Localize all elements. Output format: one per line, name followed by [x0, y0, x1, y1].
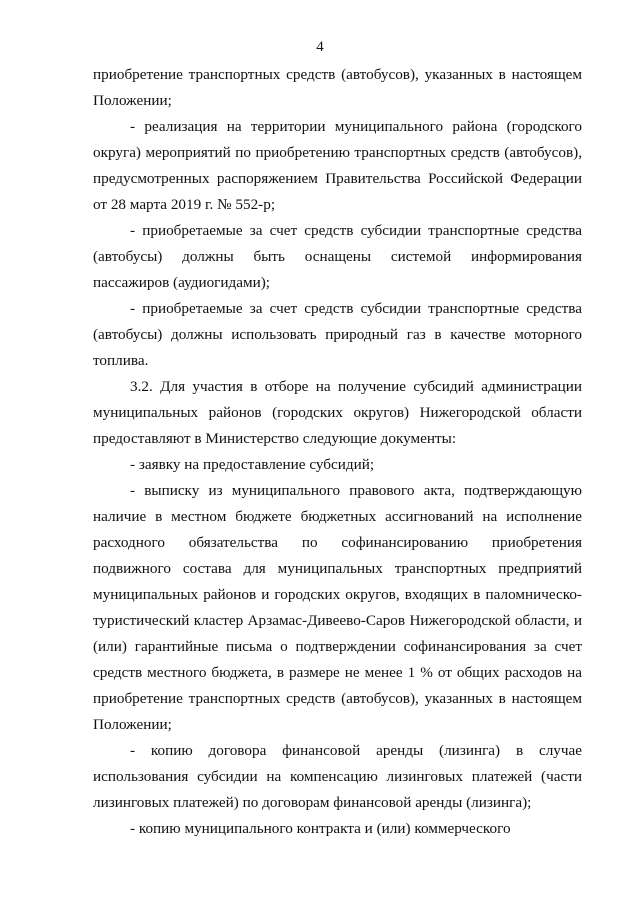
page-number: 4 [316, 39, 324, 55]
paragraph-item-leasing-contract: - копию договора финансовой аренды (лизинга) в случае использования субсидии на компенсацию лизинговых платежей (части лизинговых платежей) по договорам финансовой аренды (лизинга); [93, 742, 582, 811]
paragraph-continuation: приобретение транспортных средств (автобусов), указанных в настоящем Положении; [93, 66, 582, 109]
paragraph-section-3-2: 3.2. Для участия в отборе на получение субсидий администрации муниципальных районов (городских округов) Нижегородской области предоставляют в Министерство следующие документы: [93, 378, 582, 447]
document-body [93, 62, 582, 842]
paragraph-item-implementation: - реализация на территории муниципального района (городского округа) мероприятий по приобретению транспортных средств (автобусов), предусмотренных распоряжением Правительства Российской Федерации от 28 марта 2019 г. № 552-р; [93, 118, 582, 213]
paragraph-item-budget-extract: - выписку из муниципального правового акта, подтверждающую наличие в местном бюджете бюджетных ассигнований на исполнение расходного обязательства по софинансированию приобретения подвижного состава для муниципальных транспортных предприятий муниципальных районов и городских округов, входящих в паломническо-туристический кластер Арзамас-Дивеево-Саров Нижегородской области, и (или) гарантийные письма о подтверждении софинансирования за счет средств местного бюджета, в размере не менее 1 % от общих расходов на приобретение транспортных средств (автобусов), указанных в настоящем Положении; [93, 482, 582, 733]
paragraph-item-natural-gas: - приобретаемые за счет средств субсидии транспортные средства (автобусы) должны использовать природный газ в качестве моторного топлива. [93, 300, 582, 369]
paragraph-item-municipal-contract: - копию муниципального контракта и (или) коммерческого [130, 820, 511, 837]
paragraph-item-application: - заявку на предоставление субсидий; [130, 456, 375, 473]
paragraph-item-audio-guides: - приобретаемые за счет средств субсидии транспортные средства (автобусы) должны быть оснащены системой информирования пассажиров (аудиогидами); [93, 222, 582, 291]
